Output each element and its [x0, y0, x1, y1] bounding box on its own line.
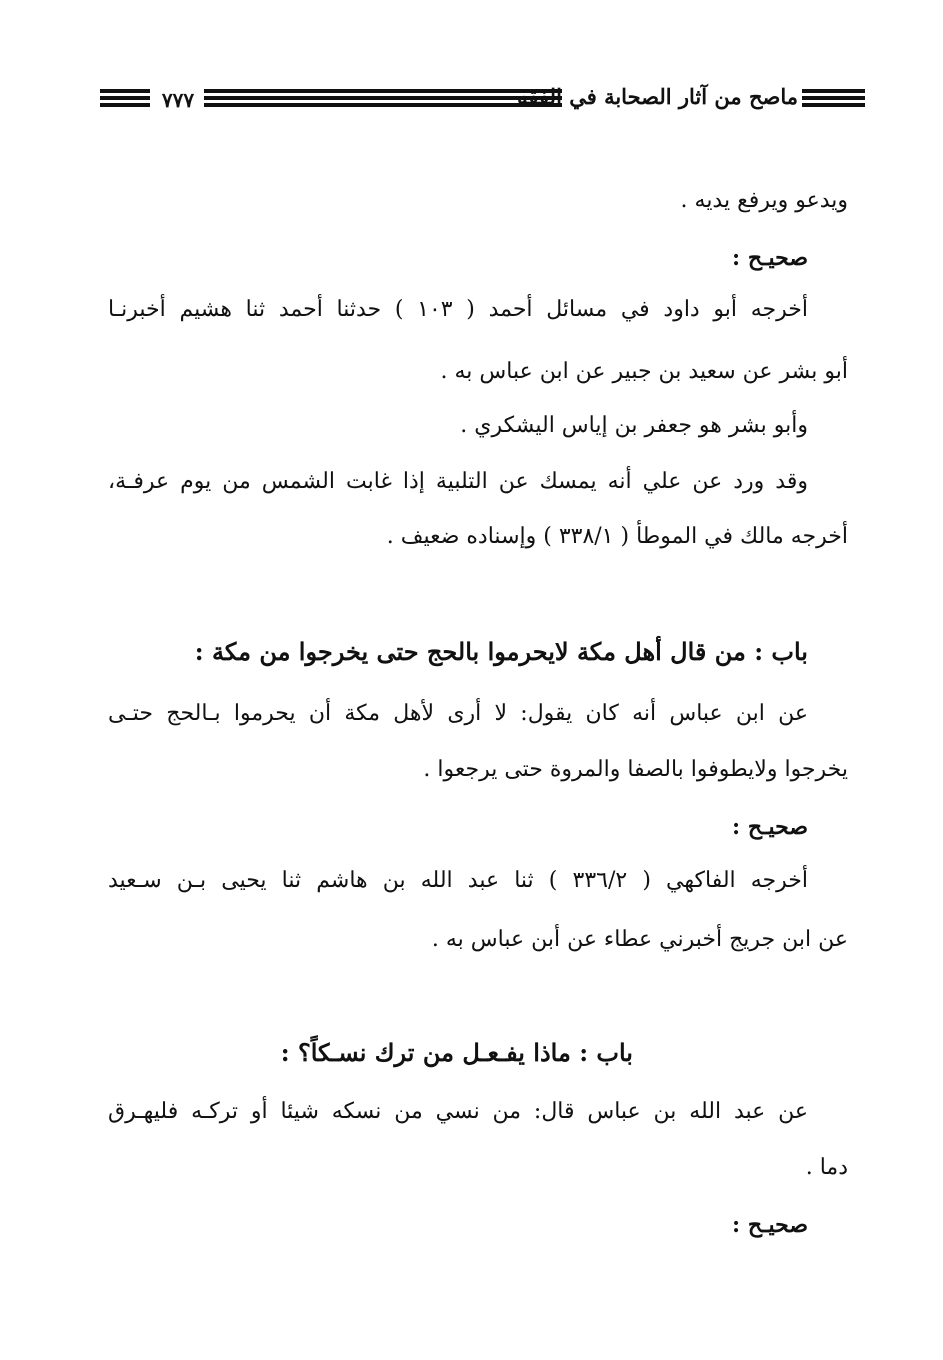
text-line: دما . — [805, 1155, 848, 1180]
grade-label: صحيـح : — [732, 814, 808, 840]
text-line: وقد ورد عن علي أنه يمسك عن التلبية إذا غابت الشمس من يوم عرفـة، — [108, 469, 808, 494]
page-number: ٧٧٧ — [161, 88, 195, 112]
text-line: أبو بشر عن سعيد بن جبير عن ابن عباس به . — [440, 359, 848, 384]
text-line: أخرجه أبو داود في مسائل أحمد ( ١٠٣ ) حدثنا أحمد ثنا هشيم أخبرنـا — [108, 297, 808, 322]
running-header — [100, 82, 865, 122]
header-rule-left — [100, 89, 150, 107]
chapter-heading: باب : ماذا يفـعـل من ترك نسـكاً؟ : — [280, 1038, 633, 1067]
text-line: عن ابن جريج أخبرني عطاء عن أبن عباس به . — [431, 927, 848, 952]
header-rule-right — [802, 89, 865, 107]
text-line: أخرجه مالك في الموطأ ( ٣٣٨/١ ) وإسناده ضعيف . — [386, 524, 848, 549]
header-rule-middle — [204, 89, 562, 107]
grade-label: صحيـح : — [732, 245, 808, 271]
text-line: ويدعو ويرفع يديه . — [680, 188, 848, 213]
chapter-heading: باب : من قال أهل مكة لايحرموا بالحج حتى يخرجوا من مكة : — [194, 637, 808, 666]
text-line: يخرجوا ولايطوفوا بالصفا والمروة حتى يرجعوا . — [423, 757, 848, 782]
text-line: وأبو بشر هو جعفر بن إياس اليشكري . — [460, 413, 808, 438]
grade-label: صحيـح : — [732, 1212, 808, 1238]
book-title: ماصح من آثار الصحابة في الفقه — [517, 84, 798, 109]
text-line: عن ابن عباس أنه كان يقول: لا أرى لأهل مكة أن يحرموا بـالحج حتـى — [108, 701, 808, 726]
text-line: أخرجه الفاكهي ( ٣٣٦/٢ ) ثنا عبد الله بن هاشم ثنا يحيى بـن سـعيد — [108, 868, 809, 893]
text-line: عن عبد الله بن عباس قال: من نسي من نسكه شيئا أو تركـه فليهـرق — [108, 1099, 808, 1124]
